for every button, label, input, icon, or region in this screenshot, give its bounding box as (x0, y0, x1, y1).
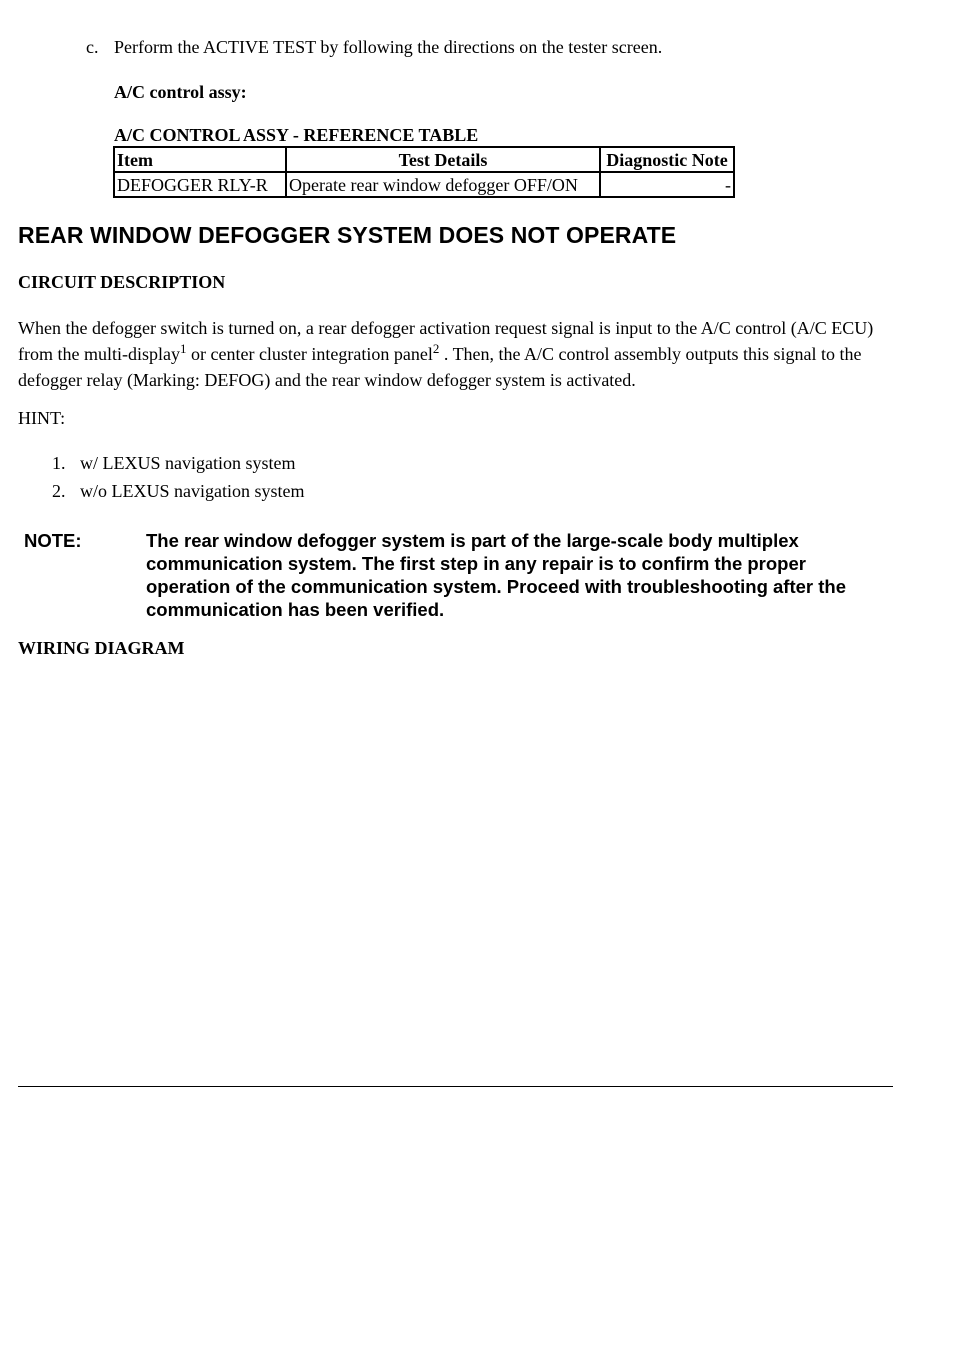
hint-label: HINT: (18, 408, 66, 428)
column-header-item: Item (114, 147, 286, 172)
column-header-diagnostic-note: Diagnostic Note (600, 147, 734, 172)
note-text: The rear window defogger system is part of the large-scale body multiplex communication system. The first step in any repair is to confirm the proper operation of the communication system. Proceed with troubleshooting after the communication has been verified. (146, 530, 846, 620)
table-title: A/C CONTROL ASSY - REFERENCE TABLE (114, 125, 479, 145)
circuit-text-part-2: or center cluster integration panel (186, 344, 433, 364)
circuit-text-part-1: When the defogger switch is turned on, a rear defogger activation request signal is input to the A/C control (A/C ECU) from the multi-display (18, 318, 874, 364)
reference-table (113, 146, 735, 198)
circuit-description-heading: CIRCUIT DESCRIPTION (18, 272, 226, 292)
column-header-test-details: Test Details (286, 147, 600, 172)
list-item-number: 1. (52, 453, 66, 473)
table-row (114, 172, 734, 197)
horizontal-divider (18, 1086, 893, 1087)
cell-test-details: Operate rear window defogger OFF/ON (286, 172, 600, 197)
table-header-row (114, 147, 734, 172)
cell-diagnostic-note: - (600, 172, 734, 197)
step-marker: c. (86, 37, 99, 57)
wiring-diagram-heading: WIRING DIAGRAM (18, 638, 185, 658)
section-title: REAR WINDOW DEFOGGER SYSTEM DOES NOT OPERATE (18, 222, 677, 248)
step-text: Perform the ACTIVE TEST by following the directions on the tester screen. (114, 37, 663, 57)
list-item (0, 480, 304, 508)
procedure-step (86, 36, 662, 58)
list-item-number: 2. (52, 481, 66, 501)
circuit-text-part-3: . Then, the A/C control assembly outputs this signal to the defogger relay (Marking: DEFOG) and the rear window defogger system is activated. (18, 344, 862, 390)
circuit-description-text (18, 315, 898, 393)
list-item (0, 452, 304, 480)
list-item-text: w/ LEXUS navigation system (80, 453, 296, 473)
hint-list (0, 452, 304, 508)
note-label: NOTE: (24, 530, 82, 551)
component-subheading: A/C control assy: (114, 82, 247, 102)
list-item-text: w/o LEXUS navigation system (80, 481, 305, 501)
footnote-ref-1: 1 (179, 341, 187, 356)
cell-item: DEFOGGER RLY-R (114, 172, 286, 197)
footnote-ref-2: 2 (432, 341, 440, 356)
